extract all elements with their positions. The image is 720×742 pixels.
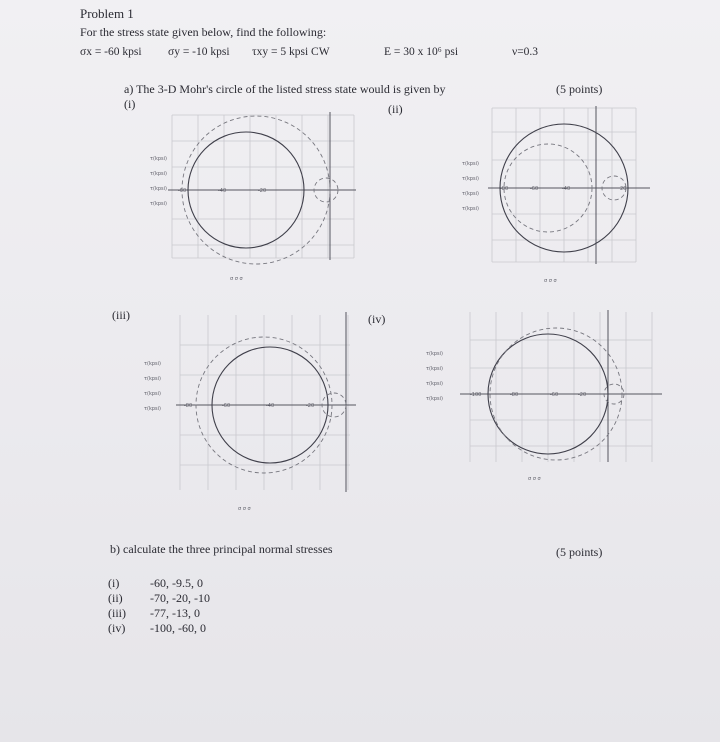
svg-text:τ(kpsi): τ(kpsi) — [462, 206, 479, 212]
mohr-diagram-iv — [426, 310, 662, 482]
svg-text:-20: -20 — [306, 403, 315, 409]
svg-text:σ σ σ: σ σ σ — [238, 506, 251, 512]
svg-text:20: 20 — [620, 186, 627, 192]
option-label-i: (i) — [124, 97, 136, 111]
answer-value: -77, -13, 0 — [150, 606, 200, 620]
svg-text:-60: -60 — [178, 188, 187, 194]
svg-text:τ(kpsi): τ(kpsi) — [426, 381, 443, 387]
option-label-iv: (iv) — [368, 312, 386, 326]
svg-text:τ(kpsi): τ(kpsi) — [150, 186, 167, 192]
answer-option — [108, 576, 210, 591]
answer-number: (iii) — [108, 606, 126, 620]
mohr-diagram-iii — [144, 312, 356, 512]
option-label-iii: (iii) — [112, 308, 130, 322]
svg-text:τ(kpsi): τ(kpsi) — [144, 361, 161, 367]
svg-text:-80: -80 — [510, 392, 519, 398]
svg-text:τ(kpsi): τ(kpsi) — [144, 391, 161, 397]
svg-text:-20: -20 — [258, 188, 267, 194]
svg-text:τ(kpsi): τ(kpsi) — [150, 201, 167, 207]
svg-text:τ(kpsi): τ(kpsi) — [426, 351, 443, 357]
svg-text:-100: -100 — [470, 392, 482, 398]
given-sigma-y: σy = -10 kpsi — [168, 46, 230, 58]
answer-number: (i) — [108, 576, 120, 590]
answer-option — [108, 591, 210, 606]
part-a-points: (5 points) — [556, 82, 603, 96]
answer-option — [108, 621, 210, 636]
given-modulus: E = 30 x 10⁶ psi — [384, 46, 459, 58]
problem-intro: For the stress state given below, find the following: — [80, 25, 327, 39]
given-sigma-x: σx = -60 kpsi — [80, 46, 142, 58]
svg-text:τ(kpsi): τ(kpsi) — [426, 396, 443, 402]
answer-value: -70, -20, -10 — [150, 591, 210, 605]
svg-text:-60: -60 — [530, 186, 539, 192]
answer-value: -100, -60, 0 — [150, 621, 206, 635]
given-tau-xy: τxy = 5 kpsi CW — [252, 46, 330, 58]
svg-text:τ(kpsi): τ(kpsi) — [462, 176, 479, 182]
svg-text:-40: -40 — [562, 186, 571, 192]
svg-text:-60: -60 — [550, 392, 559, 398]
svg-text:τ(kpsi): τ(kpsi) — [462, 191, 479, 197]
svg-text:τ(kpsi): τ(kpsi) — [144, 406, 161, 412]
svg-text:-20: -20 — [578, 392, 587, 398]
mohr-diagram-i — [150, 112, 356, 282]
answer-value: -60, -9.5, 0 — [150, 576, 203, 590]
principal-stress-options — [108, 576, 210, 636]
svg-text:τ(kpsi): τ(kpsi) — [150, 171, 167, 177]
mohr-diagram-ii — [462, 106, 650, 284]
svg-text:τ(kpsi): τ(kpsi) — [150, 156, 167, 162]
svg-text:-40: -40 — [218, 188, 227, 194]
svg-text:σ σ σ: σ σ σ — [528, 476, 541, 482]
answer-option — [108, 606, 210, 621]
option-label-ii: (ii) — [388, 102, 403, 116]
svg-text:σ σ σ: σ σ σ — [544, 278, 557, 284]
svg-text:-80: -80 — [500, 186, 509, 192]
given-poisson: ν=0.3 — [512, 46, 539, 58]
svg-text:τ(kpsi): τ(kpsi) — [462, 161, 479, 167]
svg-text:σ σ σ: σ σ σ — [230, 276, 243, 282]
svg-text:-60: -60 — [222, 403, 231, 409]
answer-number: (ii) — [108, 591, 123, 605]
svg-text:τ(kpsi): τ(kpsi) — [426, 366, 443, 372]
part-b-question: b) calculate the three principal normal stresses — [110, 542, 333, 556]
problem-title: Problem 1 — [80, 6, 134, 21]
part-a-question: a) The 3-D Mohr's circle of the listed stress state would is given by — [124, 82, 446, 96]
answer-number: (iv) — [108, 621, 126, 635]
svg-text:-80: -80 — [184, 403, 193, 409]
svg-text:τ(kpsi): τ(kpsi) — [144, 376, 161, 382]
svg-text:-40: -40 — [266, 403, 275, 409]
part-b-points: (5 points) — [556, 545, 603, 559]
